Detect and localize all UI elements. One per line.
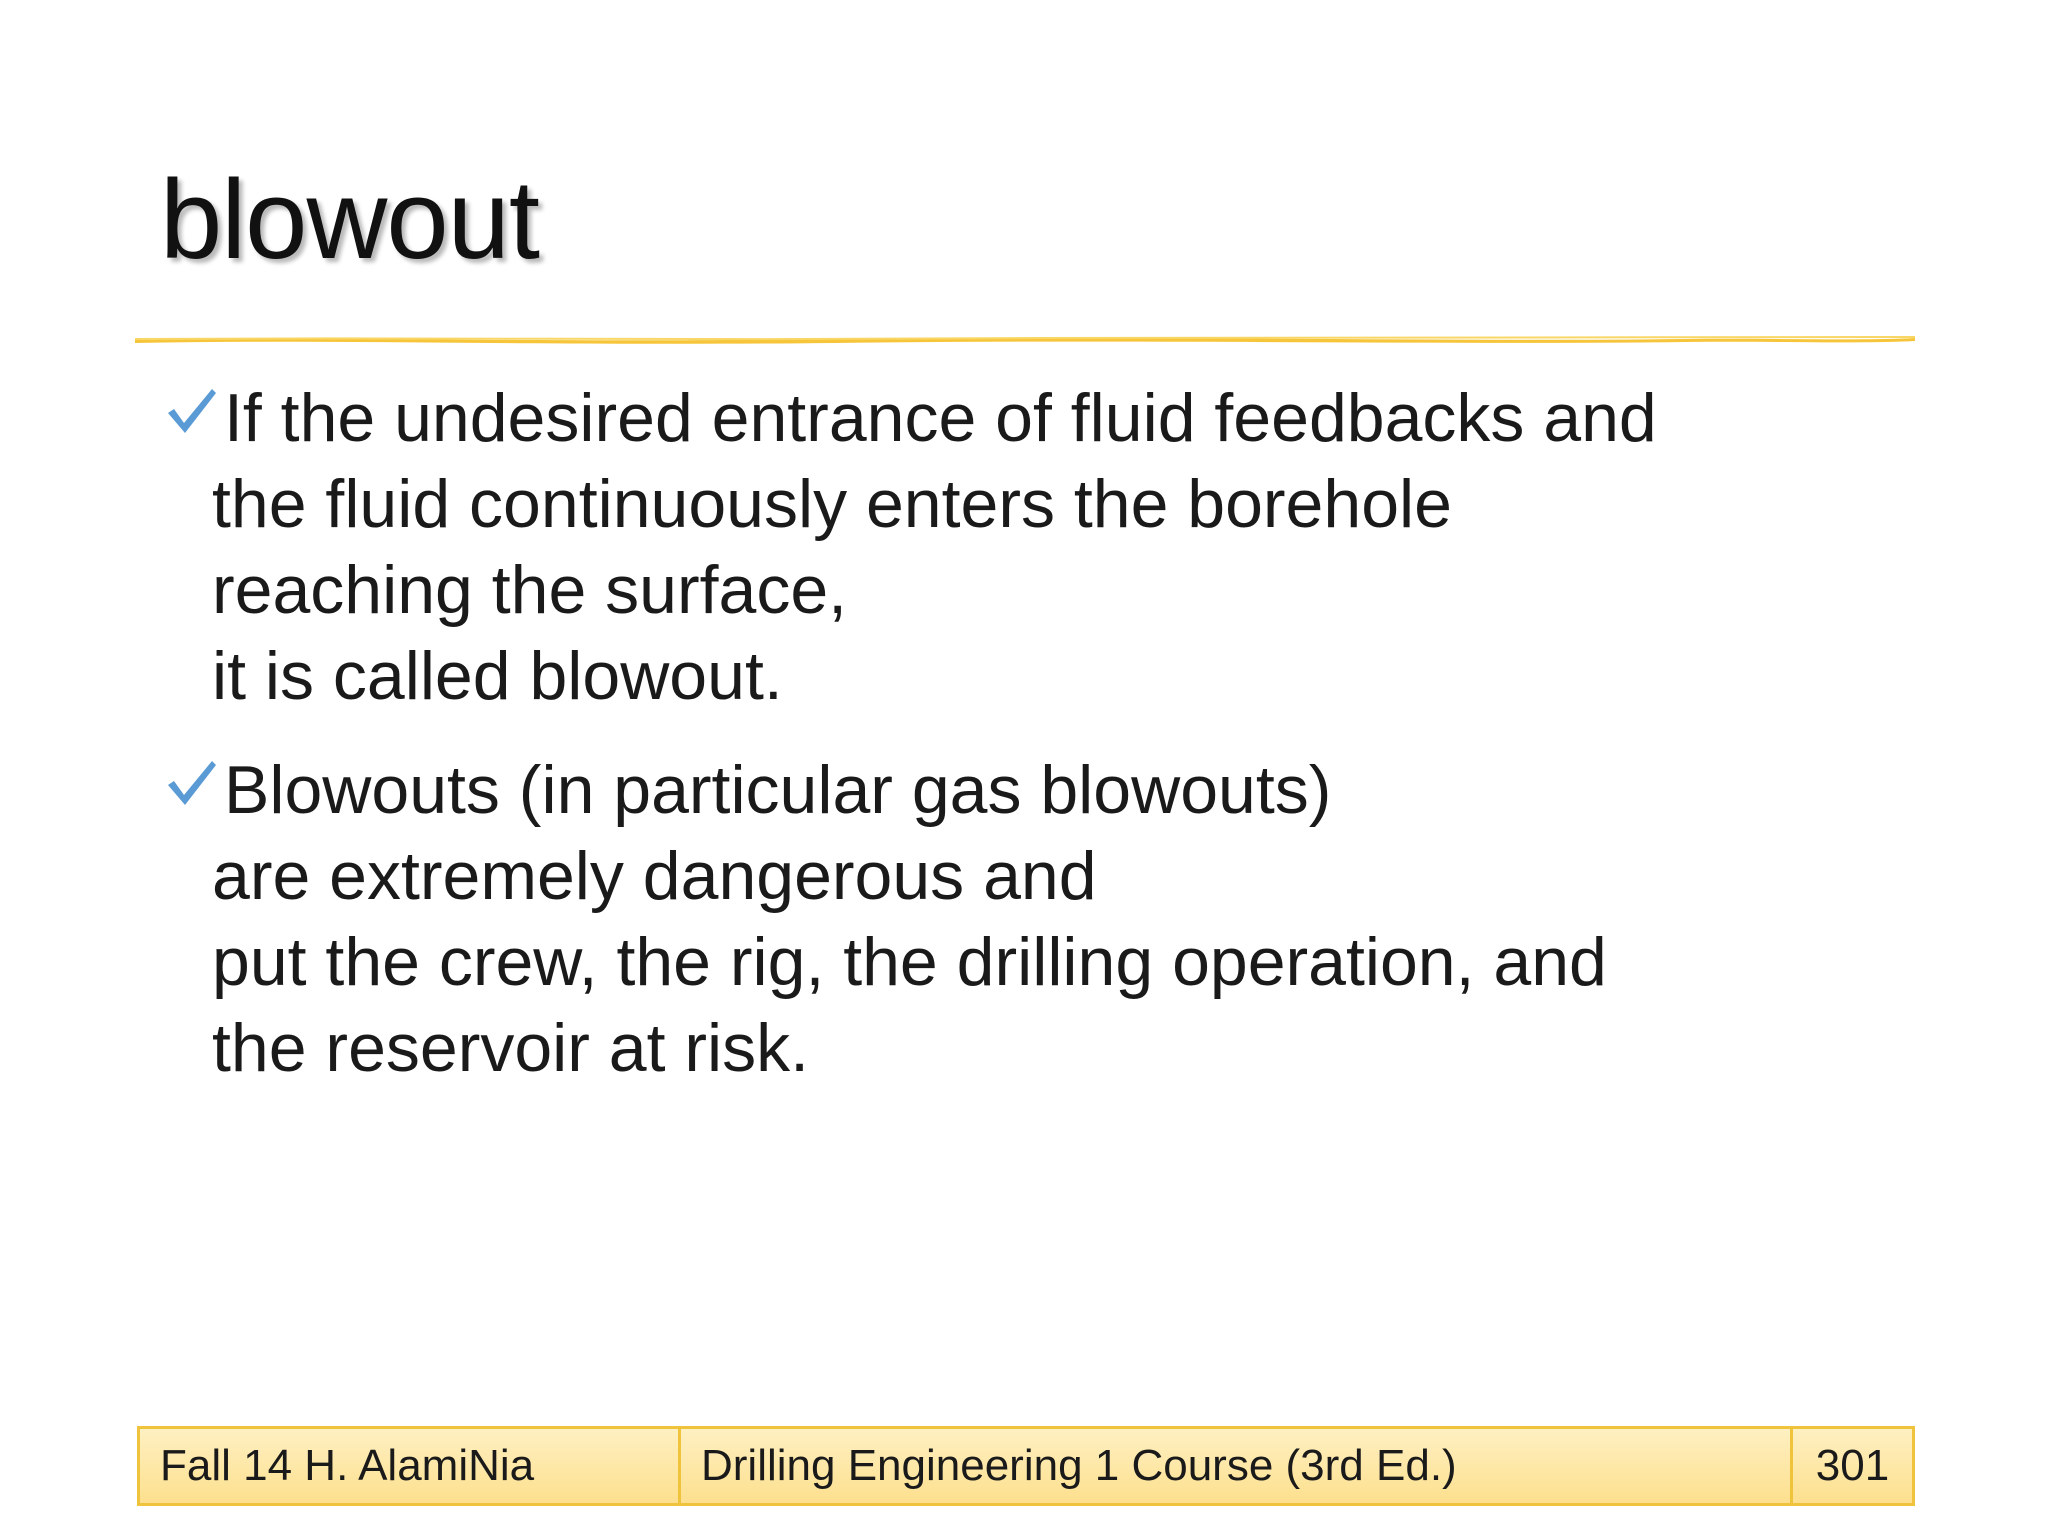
bullet-item xyxy=(160,747,1920,1091)
check-icon xyxy=(164,383,220,439)
bullet-text-line: If the undesired entrance of fluid feedbacks and xyxy=(224,380,1657,456)
bullet-item xyxy=(160,375,1920,719)
bullet-list xyxy=(160,375,1920,1119)
bullet-text-line: the fluid continuously enters the borehole xyxy=(212,466,1452,542)
bullet-text-line: are extremely dangerous and xyxy=(212,838,1097,914)
bullet-text-line: reaching the surface, xyxy=(212,552,848,628)
bullet-text-line: the reservoir at risk. xyxy=(212,1010,810,1086)
check-icon xyxy=(164,755,220,811)
slide-footer xyxy=(137,1426,1915,1506)
bullet-text-line: it is called blowout. xyxy=(212,638,783,714)
bullet-text-line: Blowouts (in particular gas blowouts) xyxy=(224,752,1332,828)
slide-title: blowout xyxy=(160,157,540,282)
footer-course-title: Drilling Engineering 1 Course (3rd Ed.) xyxy=(681,1429,1793,1503)
page-number: 301 xyxy=(1815,1441,1890,1490)
title-divider xyxy=(135,332,1915,348)
bullet-text-line: put the crew, the rig, the drilling operation, and xyxy=(212,924,1607,1000)
footer-author: Fall 14 H. AlamiNia xyxy=(140,1429,681,1503)
